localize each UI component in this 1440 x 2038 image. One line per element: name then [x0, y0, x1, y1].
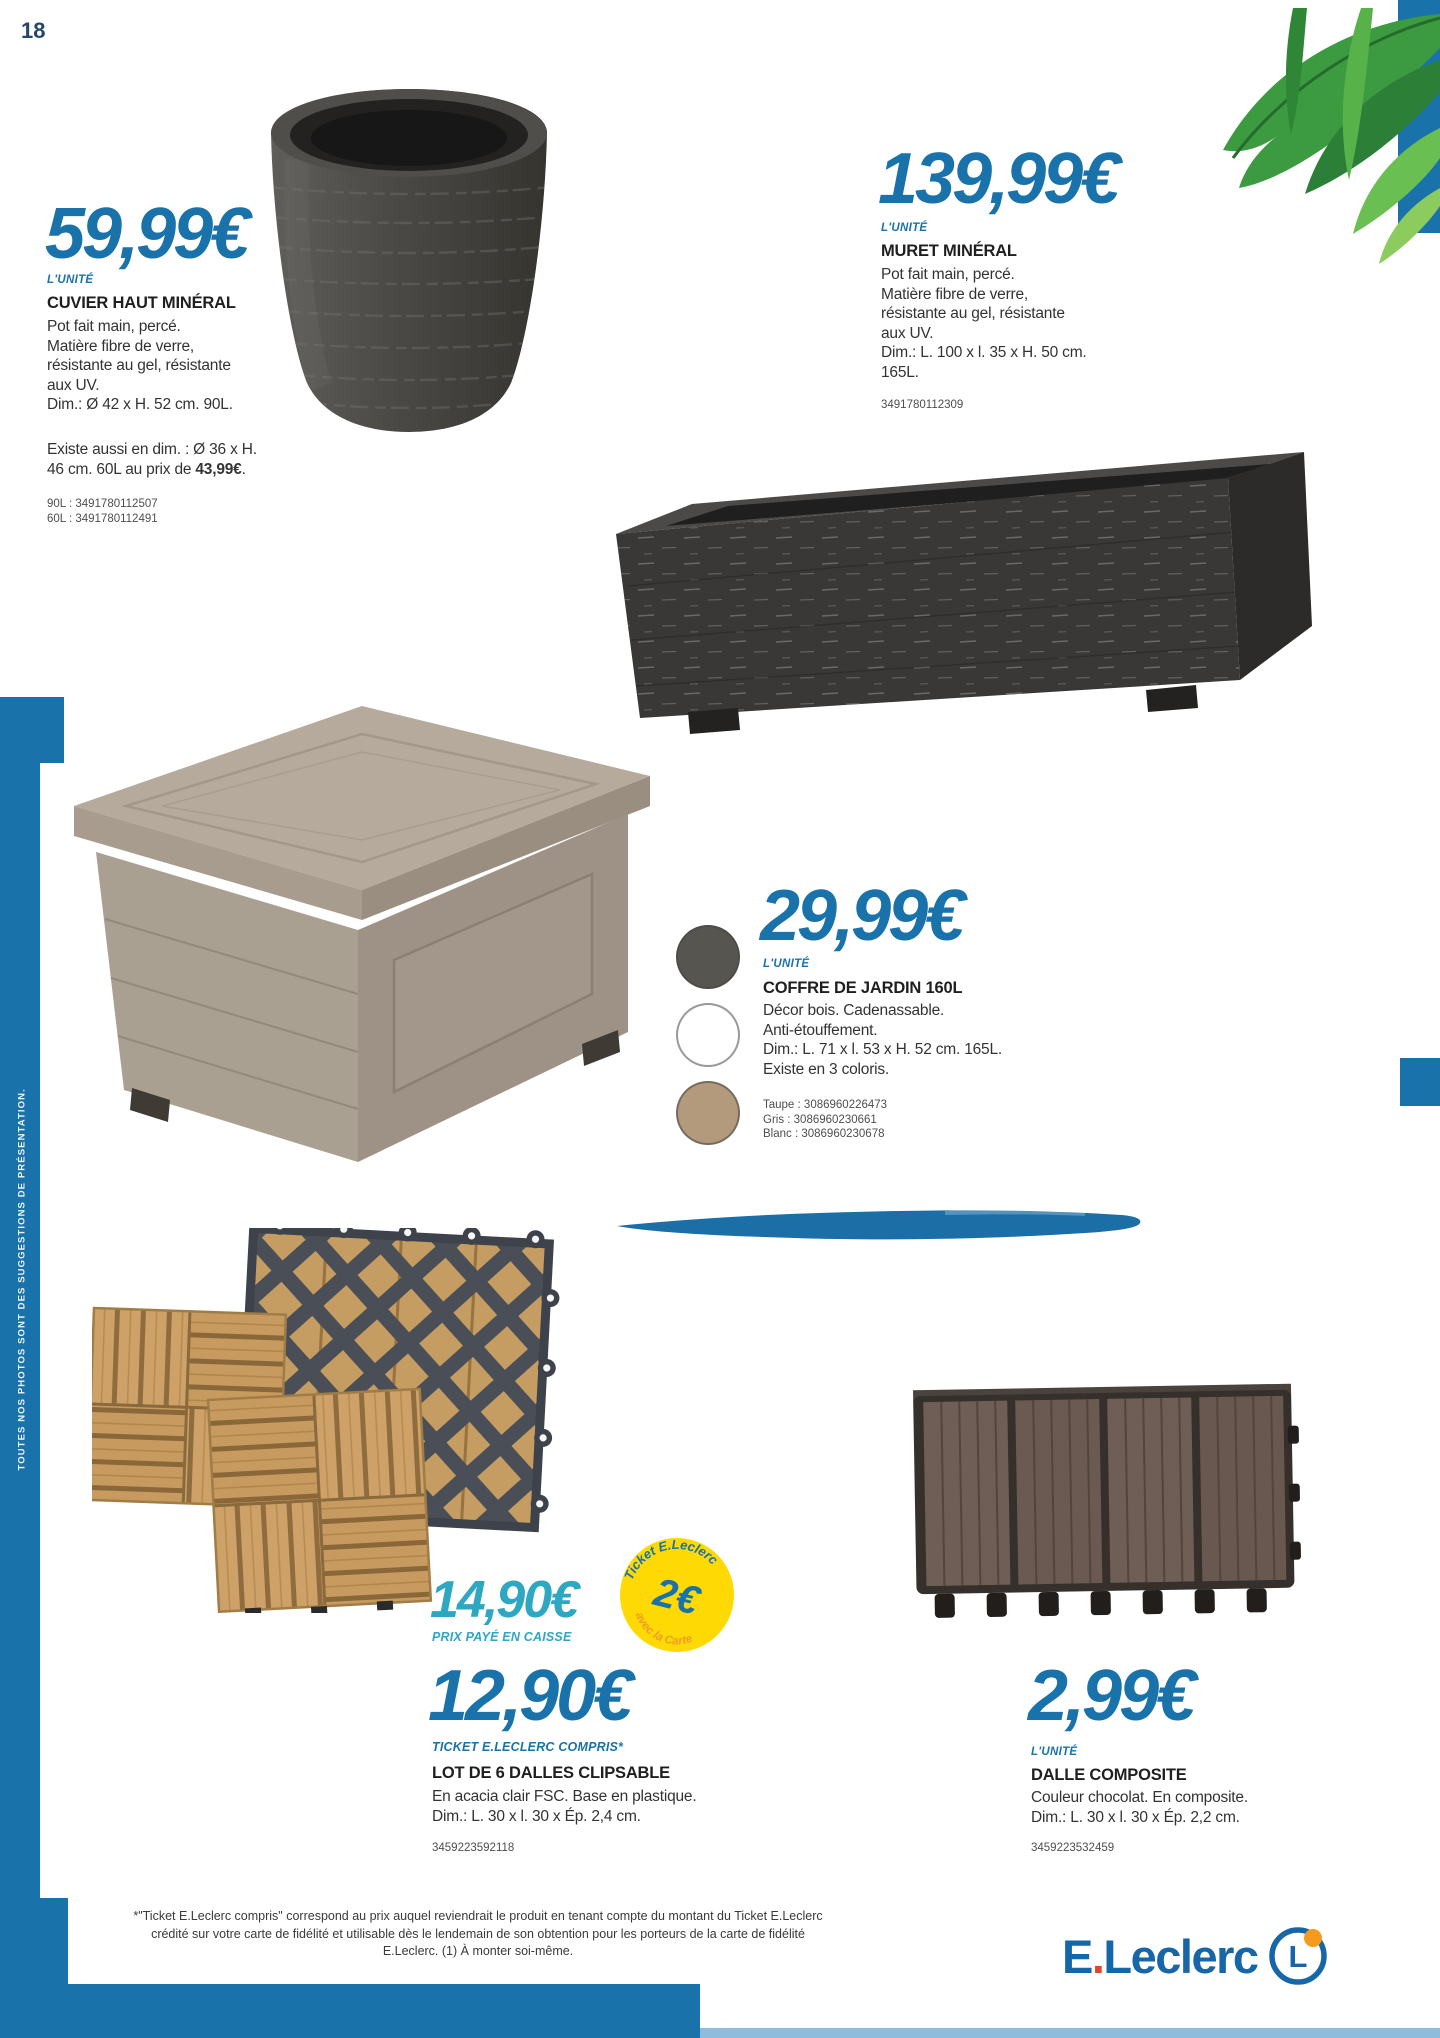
swatch-gris	[676, 925, 740, 989]
dalles-name: LOT DE 6 DALLES CLIPSABLE	[432, 1764, 670, 1782]
dalles-ref: 3459223592118	[432, 1842, 515, 1854]
dalles-ticket-price-label: TICKET E.LECLERC COMPRIS*	[432, 1740, 624, 1754]
badge-amount: 2€	[649, 1570, 704, 1624]
logo-orange-dot: .	[1091, 1929, 1104, 1983]
cuvier-variant-price: 43,99€	[195, 460, 242, 478]
cuvier-unit-label: L'UNITÉ	[47, 274, 94, 286]
cuvier-description: Pot fait main, percé. Matière fibre de verre, résistante au gel, résistante aux UV. Dim.: Ø 42 x H. 52 cm. 90L.	[47, 318, 233, 413]
coffre-color-swatches	[676, 925, 740, 1145]
cuvier-price: 59,99€	[45, 194, 248, 274]
cuvier-product-photo	[253, 75, 565, 433]
swatch-blanc	[676, 1003, 740, 1067]
footer-band	[0, 1984, 700, 2038]
muret-description: Pot fait main, percé. Matière fibre de verre, résistante au gel, résistante aux UV. Dim.: L. 100 x l. 35 x H. 50 cm. 165L.	[881, 266, 1087, 381]
badge-top-text: Ticket E.Leclerc	[621, 1536, 722, 1582]
muret-unit-label: L'UNITÉ	[881, 222, 928, 234]
composite-price: 2,99€	[1028, 1656, 1194, 1736]
composite-description: Couleur chocolat. En composite. Dim.: L. 30 x l. 30 x Ép. 2,2 cm.	[1031, 1789, 1248, 1826]
page-number: 18	[21, 18, 46, 43]
dalles-ticket-price: 12,90€	[428, 1656, 631, 1736]
dalles-cash-price-label: PRIX PAYÉ EN CAISSE	[432, 1630, 572, 1644]
ticket-leclerc-badge	[616, 1534, 738, 1656]
dalles-cash-price: 14,90€	[430, 1571, 578, 1629]
dalles-description: En acacia clair FSC. Base en plastique. Dim.: L. 30 x l. 30 x Ép. 2,4 cm.	[432, 1788, 697, 1825]
muret-price: 139,99€	[878, 139, 1118, 219]
footnote: *"Ticket E.Leclerc compris" correspond au prix auquel reviendrait le produit en tenant compte du montant du Ticket E.Leclerc crédité sur votre carte de fidélité et utilisable dès le lendemain de son obtention pour les porteurs de la carte de fidélité E.Leclerc. (1) À monter soi-même.	[133, 1909, 823, 1958]
sidebar-vertical-note: TOUTES NOS PHOTOS SONT DES SUGGESTIONS DE PRÉSENTATION.	[16, 1088, 28, 1471]
leclerc-logo	[1062, 1926, 1328, 1986]
logo-letter: L	[1288, 1939, 1308, 1974]
composite-name: DALLE COMPOSITE	[1031, 1766, 1187, 1784]
swatch-taupe	[676, 1081, 740, 1145]
badge-bottom-text: avec la Carte	[632, 1610, 694, 1648]
composite-ref: 3459223532459	[1031, 1842, 1115, 1854]
coffre-description: Décor bois. Cadenassable. Anti-étouffement. Dim.: L. 71 x l. 53 x H. 52 cm. 165L. Existe en 3 coloris.	[763, 1002, 1002, 1078]
leclerc-logo-mark-icon	[1268, 1926, 1328, 1986]
cuvier-name: CUVIER HAUT MINÉRAL	[47, 294, 236, 312]
footer-band-light	[700, 2028, 1440, 2038]
coffre-refs: Taupe : 3086960226473 Gris : 3086960230661 Blanc : 3086960230678	[763, 1099, 888, 1140]
muret-name: MURET MINÉRAL	[881, 242, 1017, 260]
leclerc-logo-text: E.Leclerc	[1062, 1929, 1258, 1983]
coffre-product-photo	[62, 688, 667, 1188]
composite-unit-label: L'UNITÉ	[1031, 1746, 1078, 1758]
muret-product-photo	[588, 428, 1320, 740]
muret-ref: 3491780112309	[881, 399, 964, 411]
right-edge-tab	[1400, 1058, 1440, 1106]
cuvier-variant-note: Existe aussi en dim. : Ø 36 x H. 46 cm. 60L au prix de 43,99€.	[47, 441, 257, 478]
coffre-name: COFFRE DE JARDIN 160L	[763, 979, 963, 997]
dalles-product-photo	[92, 1228, 577, 1613]
cuvier-refs: 90L : 3491780112507 60L : 3491780112491	[47, 498, 158, 525]
brush-stroke-decoration	[615, 1200, 1147, 1248]
coffre-price: 29,99€	[760, 876, 963, 956]
composite-product-photo	[903, 1383, 1305, 1635]
coffre-unit-label: L'UNITÉ	[763, 958, 810, 970]
